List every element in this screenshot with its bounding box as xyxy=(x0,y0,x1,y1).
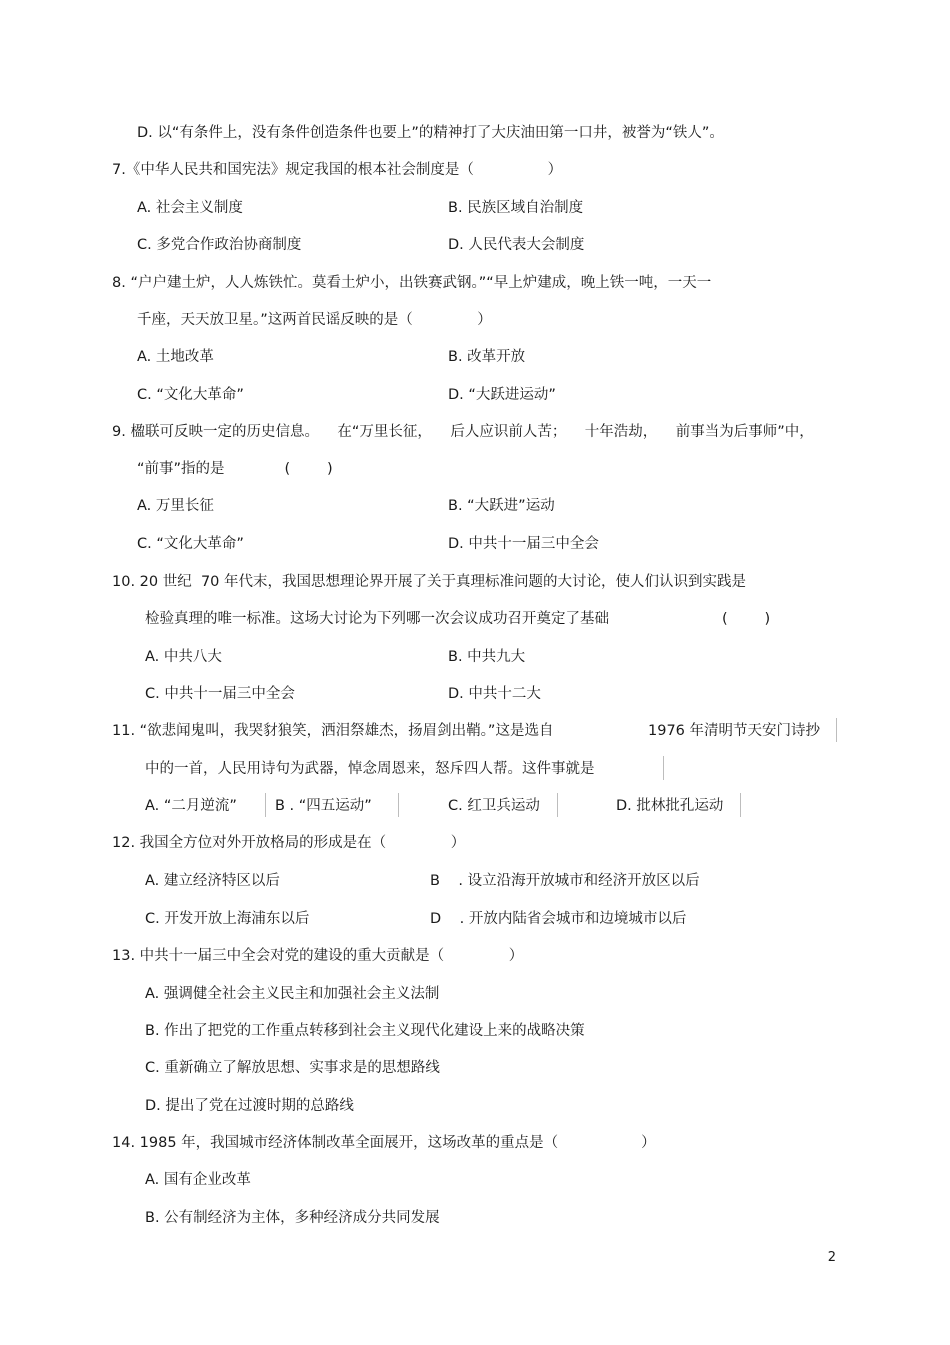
q8-option-d: D. “大跃进运动” xyxy=(448,387,556,403)
q11-stem-line1b: 1976 年清明节天安门诗抄 xyxy=(648,723,821,739)
table-rule xyxy=(557,793,558,817)
q12-option-a: A. 建立经济特区以后 xyxy=(145,873,280,889)
q8-stem-line2: 千座，天天放卫星。”这两首民谣反映的是（ ） xyxy=(137,312,492,328)
q10-stem-line1: 10. 20 世纪 70 年代末，我国思想理论界开展了关于真理标准问题的大讨论，使人们认识到实践是 xyxy=(112,574,747,590)
q8-option-a: A. 土地改革 xyxy=(137,349,214,365)
q9-option-b: B. “大跃进”运动 xyxy=(448,498,555,514)
q11-option-a: A. “二月逆流” xyxy=(145,798,237,814)
table-rule xyxy=(836,718,837,742)
q11-option-b: B . “四五运动” xyxy=(275,798,372,814)
q7-option-a: A. 社会主义制度 xyxy=(137,200,243,216)
q8-option-c: C. “文化大革命” xyxy=(137,387,244,403)
q12-option-d: D . 开放内陆省会城市和边境城市以后 xyxy=(430,911,687,927)
table-rule xyxy=(663,756,664,780)
q8-option-b: B. 改革开放 xyxy=(448,349,526,365)
q10-answer-paren: ( ) xyxy=(722,611,771,627)
q9-option-d: D. 中共十一届三中全会 xyxy=(448,536,599,552)
q11-stem-line2: 中的一首，人民用诗句为武器，悼念周恩来，怒斥四人帮。这件事就是 xyxy=(145,761,595,777)
q10-option-c: C. 中共十一届三中全会 xyxy=(145,686,295,702)
q13-stem: 13. 中共十一届三中全会对党的建设的重大贡献是（ ） xyxy=(112,948,524,964)
q11-option-c: C. 红卫兵运动 xyxy=(448,798,540,814)
q11-stem-line1a: 11. “欲悲闻鬼叫，我哭豺狼笑，洒泪祭雄杰，扬眉剑出鞘。”这是选自 xyxy=(112,723,554,739)
table-rule xyxy=(398,793,399,817)
q14-option-a: A. 国有企业改革 xyxy=(145,1172,251,1188)
q7-option-b: B. 民族区域自治制度 xyxy=(448,200,584,216)
q7-option-c: C. 多党合作政治协商制度 xyxy=(137,237,302,253)
q13-option-a: A. 强调健全社会主义民主和加强社会主义法制 xyxy=(145,986,440,1002)
q9-stem-line2: “前事”指的是 ( ) xyxy=(137,461,333,477)
q6-option-d: D. 以“有条件上，没有条件创造条件也要上”的精神打了大庆油田第一口井，被誉为“铁人”。 xyxy=(137,125,724,141)
q9-option-c: C. “文化大革命” xyxy=(137,536,244,552)
table-rule xyxy=(740,793,741,817)
q7-stem: 7.《中华人民共和国宪法》规定我国的根本社会制度是（ ） xyxy=(112,162,563,178)
q12-option-b: B . 设立沿海开放城市和经济开放区以后 xyxy=(430,873,700,889)
q13-option-b: B. 作出了把党的工作重点转移到社会主义现代化建设上来的战略决策 xyxy=(145,1023,585,1039)
q11-option-d: D. 批林批孔运动 xyxy=(616,798,724,814)
q10-option-d: D. 中共十二大 xyxy=(448,686,541,702)
q10-option-b: B. 中共九大 xyxy=(448,649,526,665)
q10-stem-line2: 检验真理的唯一标准。这场大讨论为下列哪一次会议成功召开奠定了基础 xyxy=(145,611,609,627)
table-rule xyxy=(265,793,266,817)
q13-option-c: C. 重新确立了解放思想、实事求是的思想路线 xyxy=(145,1060,440,1076)
q13-option-d: D. 提出了党在过渡时期的总路线 xyxy=(145,1098,354,1114)
page-number: 2 xyxy=(827,1250,836,1265)
q7-option-d: D. 人民代表大会制度 xyxy=(448,237,585,253)
q9-stem-line1: 9. 楹联可反映一定的历史信息。 在“万里长征， 后人应识前人苦； 十年浩劫， 前事当为后事师”中， xyxy=(112,424,814,440)
q9-option-a: A. 万里长征 xyxy=(137,498,214,514)
q14-stem: 14. 1985 年，我国城市经济体制改革全面展开，这场改革的重点是（ ） xyxy=(112,1135,656,1151)
q12-option-c: C. 开发开放上海浦东以后 xyxy=(145,911,310,927)
q8-stem-line1: 8. “户户建土炉，人人炼铁忙。莫看土炉小，出铁赛武钢。”“早上炉建成，晚上铁一吨，一天一 xyxy=(112,275,712,291)
q10-option-a: A. 中共八大 xyxy=(145,649,222,665)
q12-stem: 12. 我国全方位对外开放格局的形成是在（ ） xyxy=(112,835,466,851)
q14-option-b: B. 公有制经济为主体，多种经济成分共同发展 xyxy=(145,1210,440,1226)
